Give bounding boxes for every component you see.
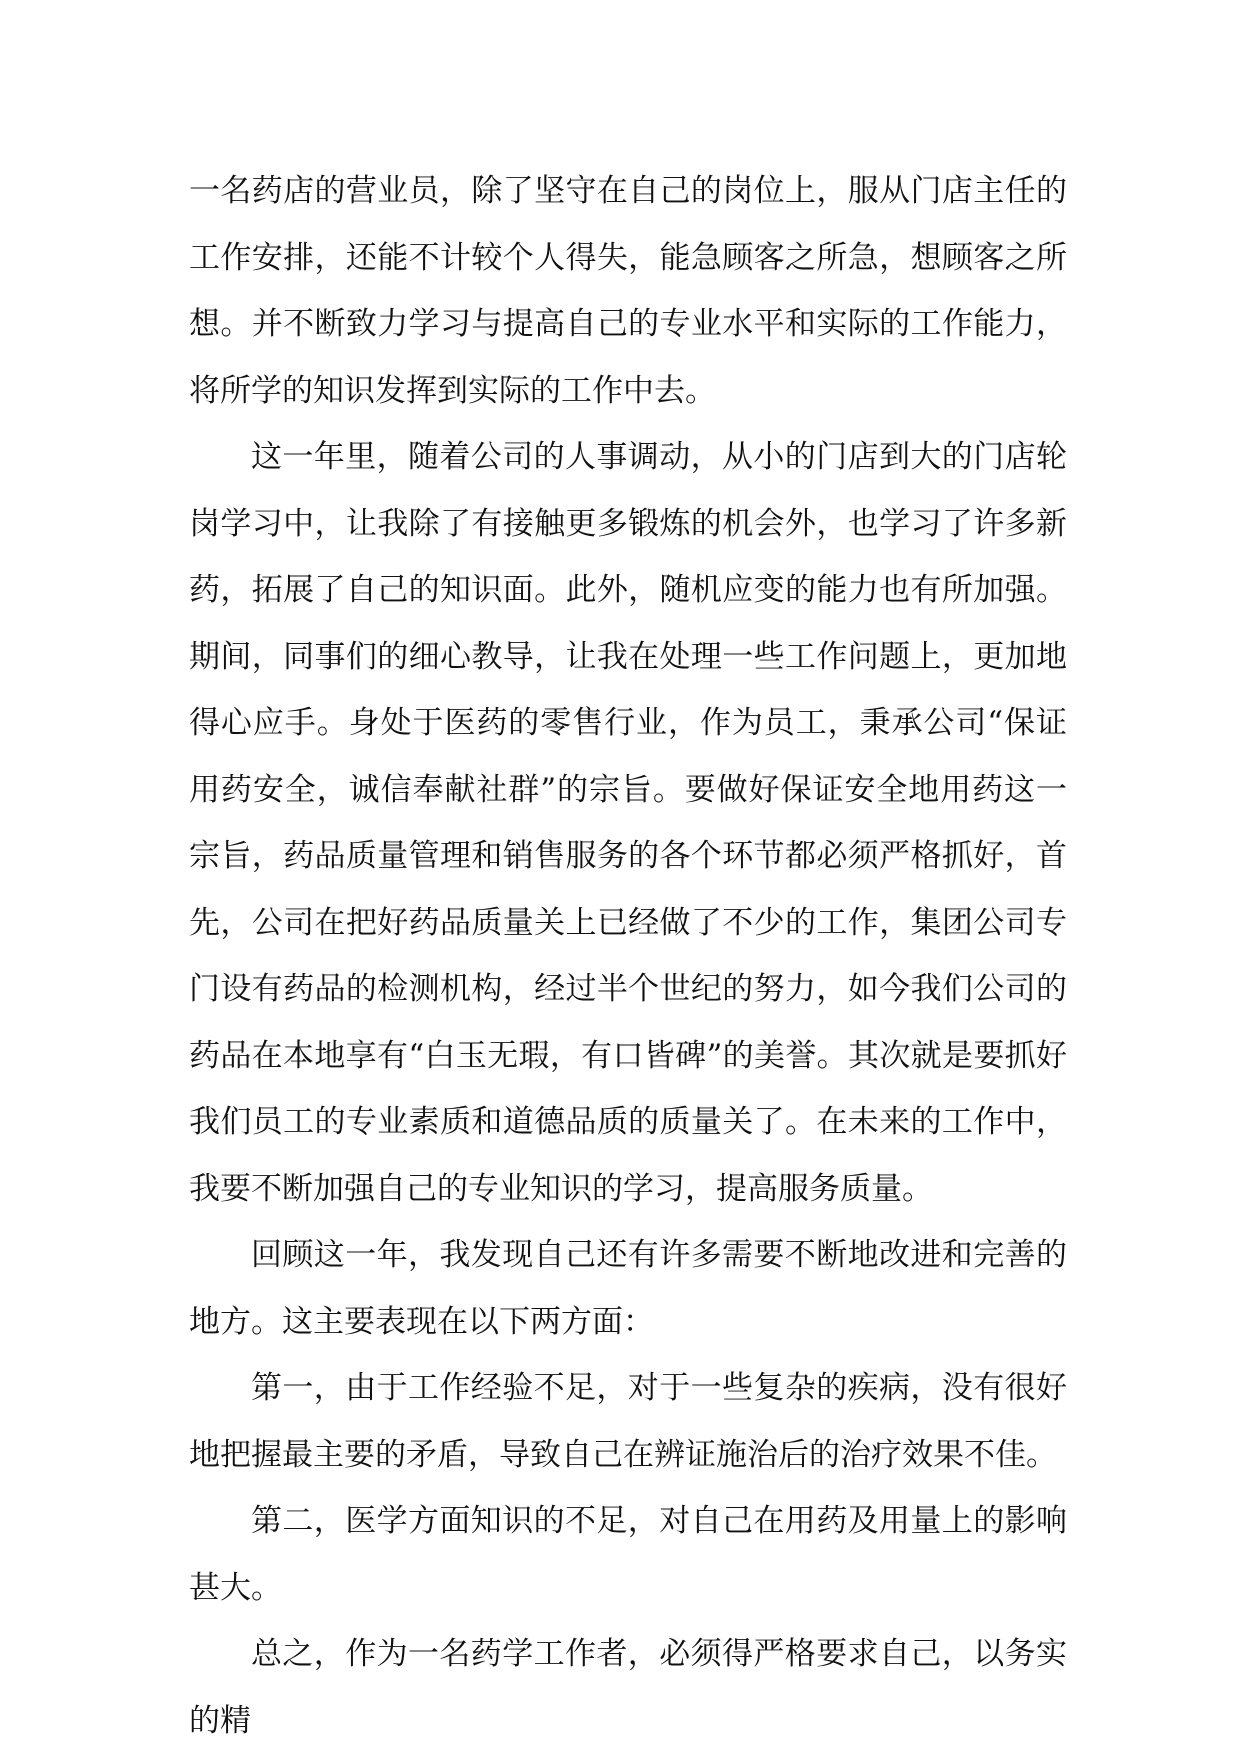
paragraph-improvements-intro: 回顾这一年，我发现自己还有许多需要不断地改进和完善的地方。这主要表现在以下两方面： (189, 1237, 1067, 1340)
paragraph-year-review: 这一年里，随着公司的人事调动，从小的门店到大的门店轮岗学习中，让我除了有接触更多锻炼的机会外，也学习了许多新药，拓展了自己的知识面。此外，随机应变的能力也有所加强。期间，同事们的细心教导，让我在处理一些工作问题上，更加地得心应手。身处于医药的零售行业，作为员工，秉承公司“保证用药安全，诚信奉献社群”的宗旨。要做好保证安全地用药这一宗旨，药品质量管理和销售服务的各个环节都必须严格抓好，首先，公司在把好药品质量关上已经做了不少的工作，集团公司专门设有药品的检测机构，经过半个世纪的努力，如今我们公司的药品在本地享有“白玉无瑕，有口皆碑”的美誉。其次就是要抓好我们员工的专业素质和道德品质的质量关了。在未来的工作中，我要不断加强自己的专业知识的学习，提高服务质量。 (189, 439, 1067, 1207)
paragraph-point-two: 第二，医学方面知识的不足，对自己在用药及用量上的影响甚大。 (189, 1503, 1067, 1606)
paragraph-duties: 一名药店的营业员，除了坚守在自己的岗位上，服从门店主任的工作安排，还能不计较个人得失，能急顾客之所急，想顾客之所想。并不断致力学习与提高自己的专业水平和实际的工作能力，将所学的知识发挥到实际的工作中去。 (189, 173, 1067, 409)
document-body (189, 158, 1067, 1754)
paragraph-conclusion: 总之，作为一名药学工作者，必须得严格要求自己，以务实的精 (189, 1636, 1067, 1739)
paragraph-point-one: 第一，由于工作经验不足，对于一些复杂的疾病，没有很好地把握最主要的矛盾，导致自己在辨证施治后的治疗效果不佳。 (189, 1370, 1067, 1473)
